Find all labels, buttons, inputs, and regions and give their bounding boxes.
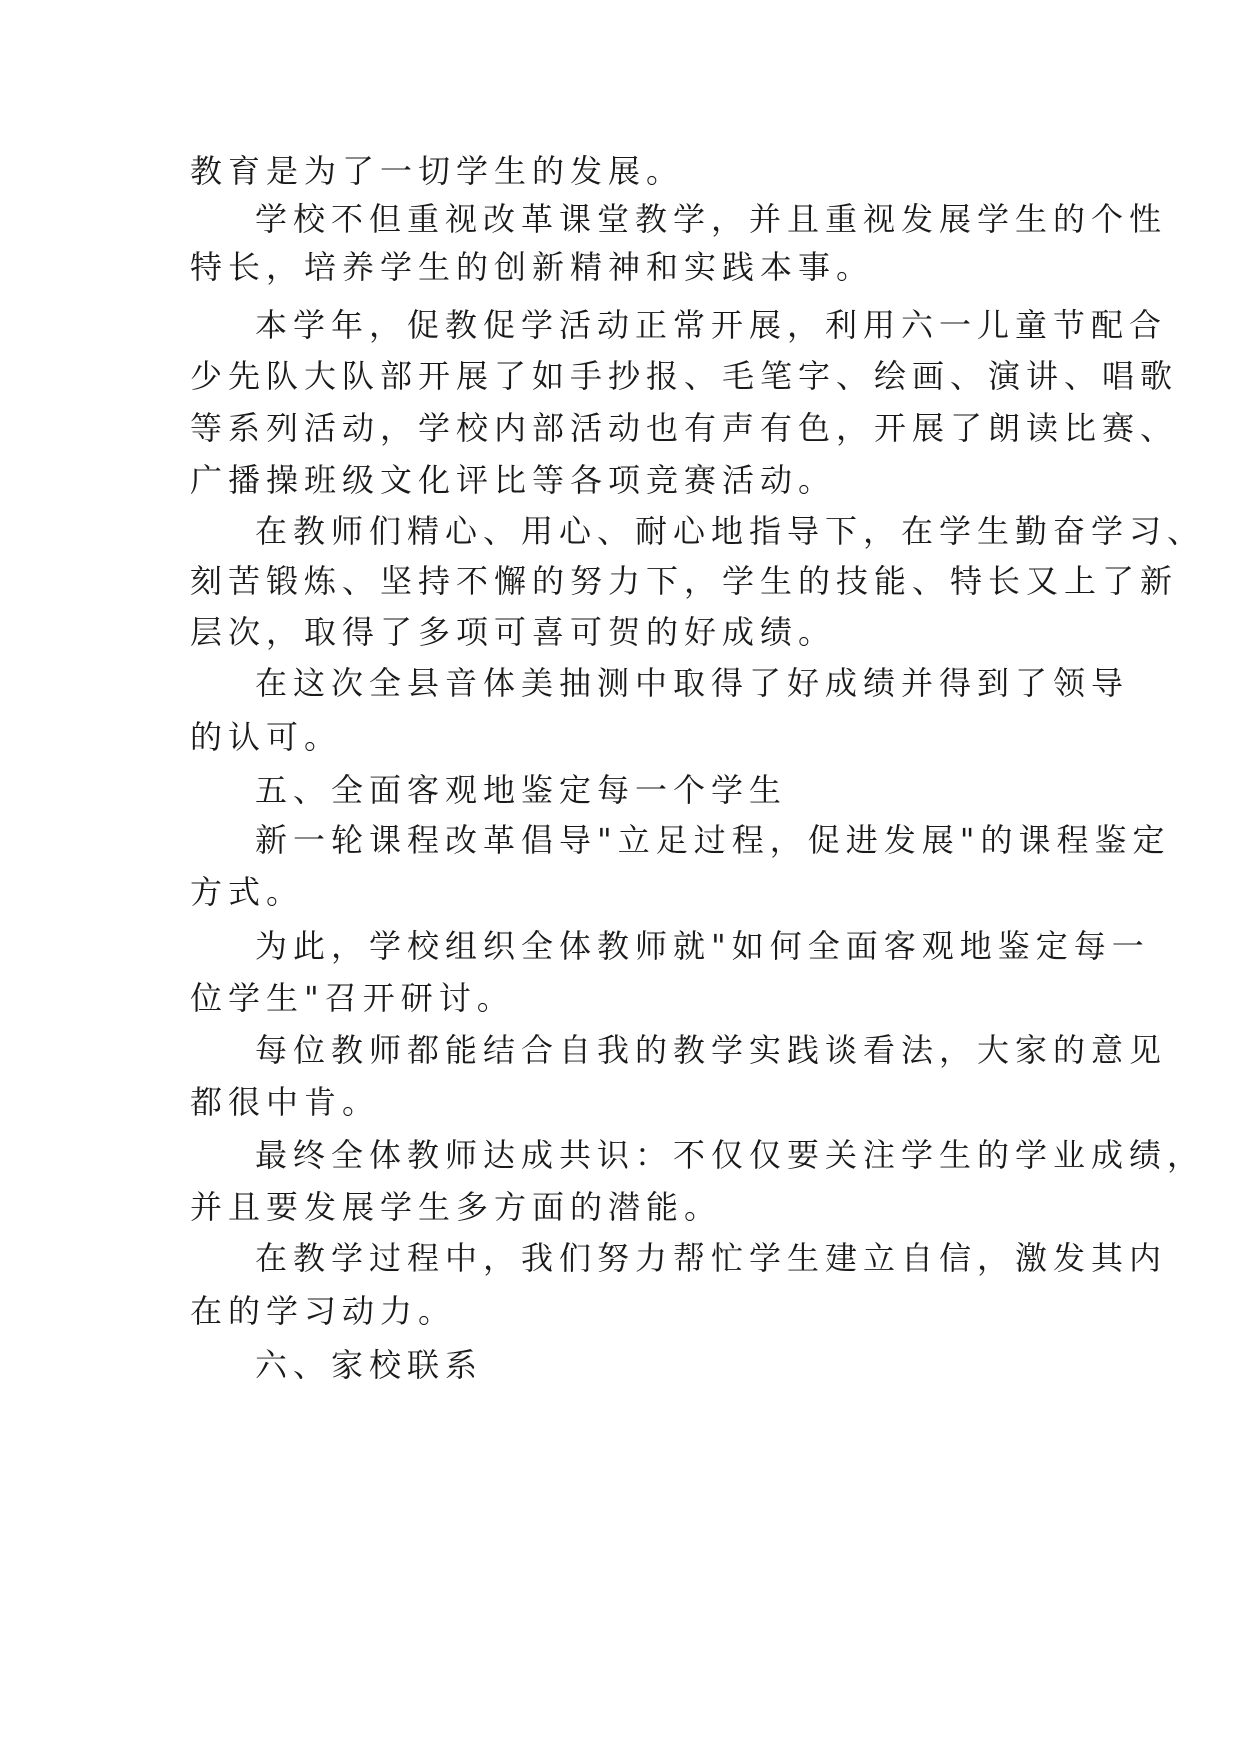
text-line: 特长，培养学生的创新精神和实践本事。 xyxy=(190,248,875,286)
text-line: 新一轮课程改革倡导"立足过程，促进发展"的课程鉴定 xyxy=(255,821,1171,859)
text-line: 位学生"召开研讨。 xyxy=(190,979,515,1017)
text-line: 最终全体教师达成共识：不仅仅要关注学生的学业成绩， xyxy=(255,1136,1206,1174)
text-line: 的认可。 xyxy=(190,718,343,756)
text-line: 在的学习动力。 xyxy=(190,1292,457,1330)
text-line: 层次，取得了多项可喜可贺的好成绩。 xyxy=(190,613,837,651)
section-heading: 六、家校联系 xyxy=(255,1346,484,1384)
text-line: 少先队大队部开展了如手抄报、毛笔字、绘画、演讲、唱歌 xyxy=(190,357,1179,395)
text-line: 广播操班级文化评比等各项竞赛活动。 xyxy=(190,461,837,499)
text-line: 刻苦锻炼、坚持不懈的努力下，学生的技能、特长又上了新 xyxy=(190,562,1179,600)
text-line: 每位教师都能结合自我的教学实践谈看法，大家的意见 xyxy=(255,1031,1168,1069)
text-line: 为此，学校组织全体教师就"如何全面客观地鉴定每一 xyxy=(255,927,1150,965)
text-line: 教育是为了一切学生的发展。 xyxy=(190,152,685,190)
section-heading: 五、全面客观地鉴定每一个学生 xyxy=(255,771,788,809)
text-line: 在这次全县音体美抽测中取得了好成绩并得到了领导 xyxy=(255,664,1130,702)
text-line: 学校不但重视改革课堂教学，并且重视发展学生的个性 xyxy=(255,200,1168,238)
text-line: 都很中肯。 xyxy=(190,1083,381,1121)
text-line: 在教学过程中，我们努力帮忙学生建立自信，激发其内 xyxy=(255,1239,1168,1277)
text-line: 本学年，促教促学活动正常开展，利用六一儿童节配合 xyxy=(255,306,1168,344)
text-line: 并且要发展学生多方面的潜能。 xyxy=(190,1188,723,1226)
text-line: 等系列活动，学校内部活动也有声有色，开展了朗读比赛、 xyxy=(190,409,1179,447)
text-line: 方式。 xyxy=(190,873,305,911)
text-line: 在教师们精心、用心、耐心地指导下，在学生勤奋学习、 xyxy=(255,512,1206,550)
